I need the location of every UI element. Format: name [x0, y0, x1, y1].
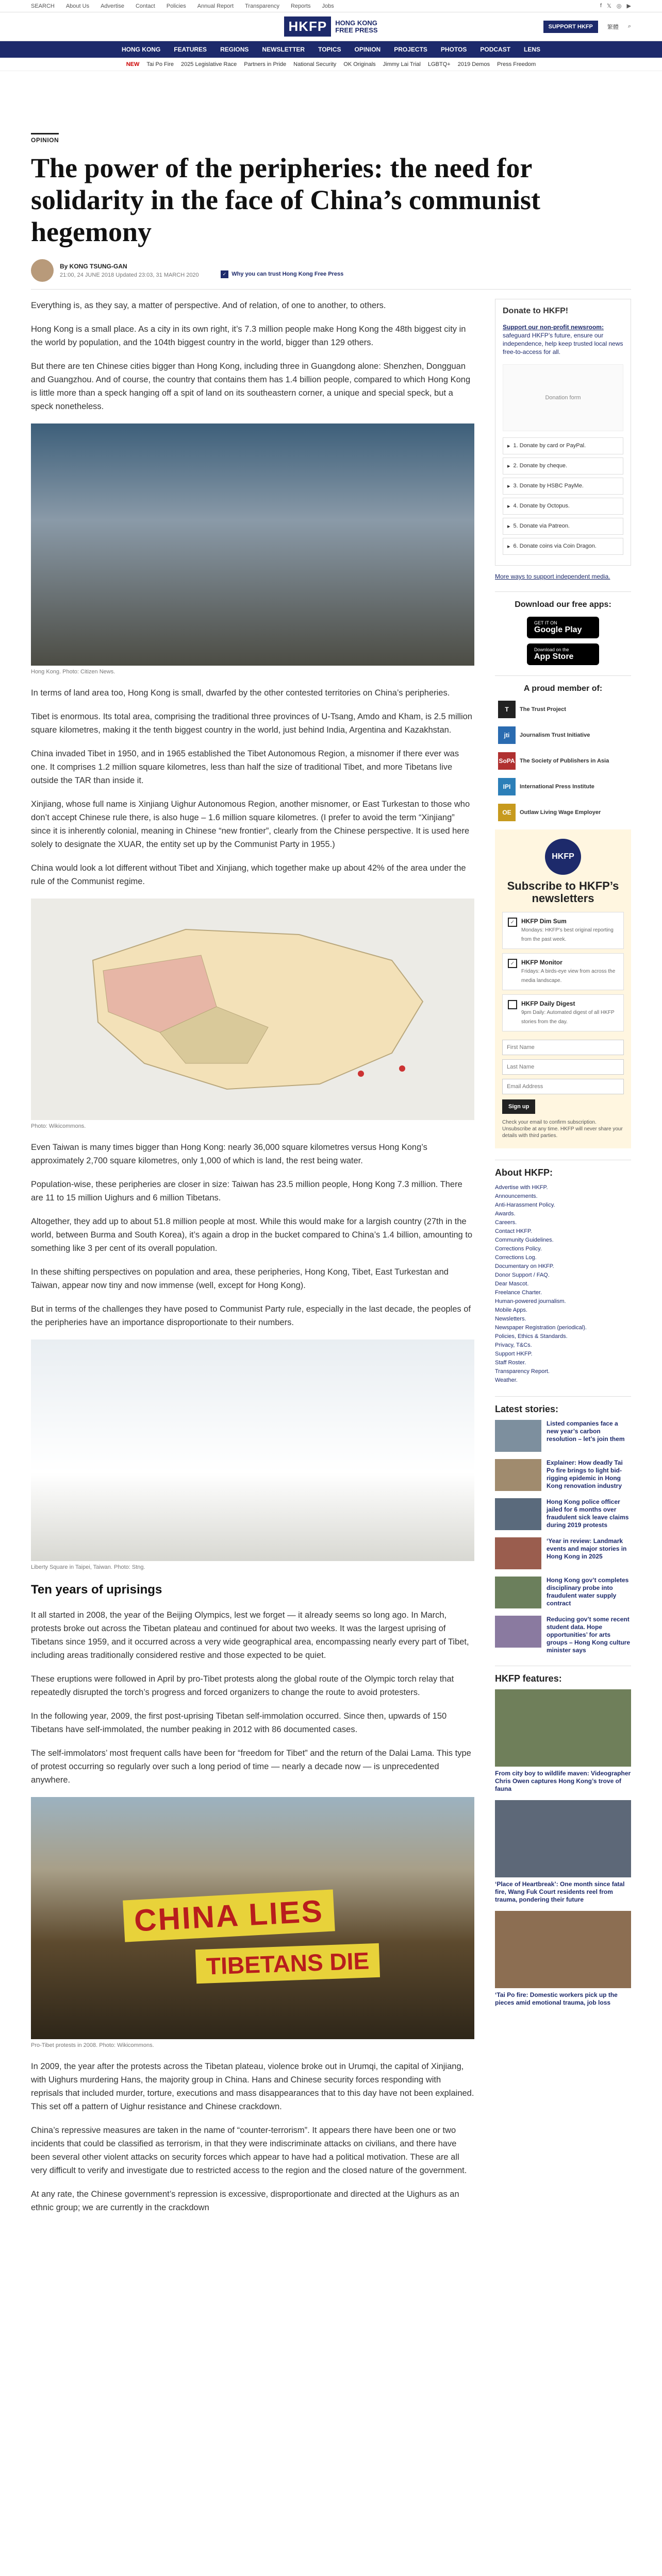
story-thumbnail[interactable] [495, 1577, 541, 1608]
about-link[interactable]: Advertise with HKFP. [495, 1184, 548, 1191]
trending-link[interactable]: Partners in Pride [244, 61, 287, 67]
image-caption: Hong Kong. Photo: Citizen News. [31, 669, 115, 675]
jobs-link[interactable]: Jobs [322, 3, 334, 9]
paragraph: It all started in 2008, the year of the Beijing Olympics, lest we forget — it already seems so long ago. In March, protests broke out across the Tibetan plateau and continued for about two weeks. It was the largest uprising of Tibetans since 1959, and it occurred across a very wide geographical area, encompassing nearly every part of Tibet, including areas traditionally considered restive and those expected to be quiet. [31, 1611, 469, 1660]
feature-image[interactable] [495, 1800, 631, 1877]
about-link[interactable]: Newsletters. [495, 1316, 526, 1322]
paragraph: At any rate, the Chinese government’s repression is excessive, disproportionate and directed at the Uighurs as an ethnic group; we are currently in the crackdown [31, 2190, 459, 2212]
sopa-logo: SoPA [498, 752, 516, 770]
chevron-right-icon: ▸ [507, 463, 510, 469]
paragraph: Everything is, as they say, a matter of perspective. And of relation, of one to another, to others. [31, 301, 386, 310]
story-thumbnail[interactable] [495, 1616, 541, 1648]
story-item[interactable] [495, 1420, 631, 1452]
trust-project-logo: T [498, 701, 516, 718]
masthead [0, 12, 662, 41]
google-play-button[interactable]: GET IT ON Google Play [527, 617, 599, 638]
about-link[interactable]: Policies, Ethics & Standards. [495, 1333, 568, 1340]
about-link[interactable]: Documentary on HKFP. [495, 1263, 554, 1269]
search-link[interactable]: SEARCH [31, 3, 55, 9]
jti-logo: jti [498, 726, 516, 744]
about-link[interactable]: Careers. [495, 1219, 517, 1226]
social-icons [600, 3, 631, 9]
latest-stories [495, 1396, 631, 1654]
paragraph: In 2009, the year after the protests across the Tibetan plateau, violence broke out in Urumqi, the capital of Xinjiang, with Uighurs murdering Hans, the majority group in China. Hans and Chinese security forces responding with reprisals that included murder, torture, executions and mass disappearances that to this day have not been explained. This set off a pattern of Uighur resistance and Chinese crackdown. [31, 2062, 474, 2111]
checkbox[interactable]: ✓ [508, 959, 517, 968]
protest-banner: CHINA LIES [123, 1889, 335, 1942]
paragraph: These eruptions were followed in April by pro-Tibet protests along the global route of the Olympic torch relay that repeatedly disrupted the torch’s progress and forced organizers to change the route to avoid protesters. [31, 1674, 454, 1697]
hkfp-badge: HKFP [545, 839, 581, 875]
about-link[interactable]: Awards. [495, 1211, 516, 1217]
liberty-square-photo [31, 1340, 474, 1561]
nav-projects[interactable]: PROJECTS [394, 46, 427, 53]
policies-link[interactable]: Policies [166, 3, 186, 9]
member-list [495, 701, 631, 821]
about-link[interactable]: Announcements. [495, 1193, 538, 1199]
reports-link[interactable]: Reports [290, 3, 311, 9]
story-title[interactable]: Reducing gov’t some recent student data. Hope opportunities’ for arts groups – Hong Kong culture minister says [547, 1616, 630, 1654]
article-kicker[interactable]: OPINION [31, 133, 59, 144]
story-title[interactable]: Hong Kong gov’t completes disciplinary probe into fraudulent water supply contract [547, 1577, 629, 1607]
story-item[interactable] [495, 1616, 631, 1654]
paragraph: The self-immolators’ most frequent calls have been for “freedom for Tibet” and the return of the Dalai Lama. This type of protest occurring so regularly over such a long period of time — nearly a decade now — is unprecedented anywhere. [31, 1749, 471, 1785]
about-link[interactable]: Support HKFP. [495, 1351, 533, 1357]
language-link[interactable]: 繁體 [607, 24, 619, 30]
story-title[interactable]: Listed companies face a new year’s carbon resolution – let’s join them [547, 1420, 625, 1443]
trending-link[interactable]: OK Originals [343, 61, 376, 67]
story-item[interactable] [495, 1459, 631, 1491]
story-thumbnail[interactable] [495, 1459, 541, 1491]
trust-label: Why you can trust Hong Kong Free Press [231, 271, 344, 277]
feature-image[interactable] [495, 1689, 631, 1767]
about-link[interactable]: Human-powered journalism. [495, 1298, 566, 1304]
chevron-right-icon: ▸ [507, 483, 510, 489]
apps-title: Download our free apps: [495, 591, 631, 609]
logo-mark: HKFP [284, 16, 331, 37]
paragraph: In the following year, 2009, the first post-uprising Tibetan self-immolation occurred. Since then, upwards of 150 Tibetans have self-immolated, the number peaking in 2012 with 86 documented cases. [31, 1711, 447, 1734]
features-section [495, 1666, 631, 2007]
paragraph: Population-wise, these peripheries are closer in size: Taiwan has 23.5 million people, Hong Kong 7.3 million. There are 11 to 15 million Uighurs and 6 million Tibetans. [31, 1180, 462, 1202]
nav-features[interactable]: FEATURES [174, 46, 207, 53]
member-ipi[interactable]: IPI International Press Institute [498, 778, 628, 795]
trending-link[interactable]: 2025 Legislative Race [180, 61, 237, 67]
logo-text: HONG KONG FREE PRESS [335, 19, 378, 34]
main-nav [0, 41, 662, 58]
trending-bar [0, 58, 662, 71]
story-title[interactable]: Hong Kong police officer jailed for 6 months over fraudulent sick leave claims during 2019 protests [547, 1498, 629, 1529]
nav-lens[interactable]: LENS [524, 46, 541, 53]
first-name-input[interactable] [502, 1040, 624, 1055]
instagram-icon[interactable]: ◎ [616, 3, 622, 9]
about-link[interactable]: Transparency Report. [495, 1368, 550, 1375]
donate-box [495, 299, 631, 566]
paragraph: Xinjiang, whose full name is Xinjiang Uighur Autonomous Region, another misnomer, or East Turkestan to those who don’t accept Chinese rule there, is also huge – 1.6 million square kilometres. (I prefer to avoid the term “Xinjiang” since it is inherently colonial, meaning in Chinese “new frontier”, clearly from the Chinese perspective. It is used here solely to designate the XUAR, the entity set up by the Communist Party in 1955.) [31, 800, 470, 849]
story-item[interactable] [495, 1498, 631, 1530]
transparency-link[interactable]: Transparency [245, 3, 279, 9]
sidebar [495, 299, 631, 2225]
about-link[interactable]: About Us [65, 3, 90, 9]
signup-button[interactable]: Sign up [502, 1099, 535, 1114]
member-jti[interactable]: jti Journalism Trust Initiative [498, 726, 628, 744]
story-title[interactable]: ‘Year in review: Landmark events and major stories in Hong Kong in 2025 [547, 1537, 627, 1560]
site-logo[interactable] [284, 16, 377, 37]
donate-option[interactable]: ▸ 5. Donate via Patreon. [503, 518, 623, 535]
nav-regions[interactable]: REGIONS [220, 46, 249, 53]
feature-list [495, 1689, 631, 2007]
section-heading: Ten years of uprisings [31, 1583, 162, 1597]
app-store-button[interactable]: Download on the App Store [527, 643, 599, 665]
feature-title[interactable]: ‘Tai Po fire: Domestic workers pick up the pieces amid emotional trauma, job loss [495, 1991, 618, 2006]
annual-report-link[interactable]: Annual Report [197, 3, 234, 9]
nav-photos[interactable]: PHOTOS [440, 46, 467, 53]
feature-image[interactable] [495, 1911, 631, 1988]
member-title: A proud member of: [495, 675, 631, 693]
advertise-link[interactable]: Advertise [101, 3, 124, 9]
about-title: About HKFP: [495, 1160, 631, 1178]
content-columns [31, 299, 631, 2225]
chevron-right-icon: ▸ [507, 544, 510, 550]
checkbox[interactable] [508, 1000, 517, 1009]
nav-topics[interactable]: TOPICS [318, 46, 341, 53]
newsletter-option[interactable]: ✓ HKFP Monitor Fridays: A birds-eye view from across the media landscape. [502, 953, 624, 990]
about-link-list [495, 1183, 631, 1385]
nav-newsletter[interactable]: NEWSLETTER [262, 46, 305, 53]
china-map-image [31, 899, 474, 1120]
paragraph: China invaded Tibet in 1950, and in 1965 established the Tibet Autonomous Region, a misnomer if there ever was one. It comprises 1.2 million square kilometres, less than half the size of traditional Tibet, and more Tibetans live outside the TAR than inside it. [31, 749, 459, 785]
last-name-input[interactable] [502, 1059, 624, 1075]
contact-link[interactable]: Contact [135, 3, 155, 9]
more-ways-link[interactable]: More ways to support independent media. [495, 573, 610, 580]
new-label: NEW [126, 61, 140, 67]
about-link[interactable]: Contact HKFP. [495, 1228, 532, 1234]
story-thumbnail[interactable] [495, 1498, 541, 1530]
trending-link[interactable]: Jimmy Lai Trial [383, 61, 421, 67]
trending-link[interactable]: LGBTQ+ [428, 61, 451, 67]
story-item[interactable] [495, 1537, 631, 1569]
story-item[interactable] [495, 1577, 631, 1608]
paragraph: China would look a lot different without Tibet and Xinjiang, which together make up about 42% of the area under the rule of the Communist regime. [31, 863, 466, 886]
donate-option[interactable]: ▸ 3. Donate by HSBC PayMe. [503, 478, 623, 495]
member-sopa[interactable]: SoPA The Society of Publishers in Asia [498, 752, 628, 770]
checkbox[interactable]: ✓ [508, 918, 517, 927]
latest-story-list [495, 1420, 631, 1654]
about-link[interactable]: Corrections Policy. [495, 1246, 542, 1252]
donate-option[interactable]: ▸ 6. Donate coins via Coin Dragon. [503, 538, 623, 555]
facebook-icon[interactable]: f [600, 3, 602, 9]
about-link[interactable]: Dear Mascot. [495, 1281, 529, 1287]
feature-title[interactable]: ‘Place of Heartbreak’: One month since fatal fire, Wang Fuk Court residents reel from trauma, pondering their future [495, 1880, 625, 1903]
donate-option[interactable]: ▸ 1. Donate by card or PayPal. [503, 437, 623, 454]
email-input[interactable] [502, 1079, 624, 1094]
image-caption: Pro-Tibet protests in 2008. Photo: Wikicommons. [31, 2042, 154, 2048]
award-icon: ✓ [221, 270, 229, 278]
article-title: The power of the peripheries: the need for solidarity in the face of China’s communist hegemony [31, 152, 540, 247]
paragraph: In these shifting perspectives on population and area, these peripheries, Hong Kong, Tibet, East Turkestan and Taiwan, appear now tiny and now immense (well, except for Hong Kong). [31, 1267, 449, 1290]
member-living-wage[interactable]: OE Outlaw Living Wage Employer [498, 804, 628, 821]
newsletter-option[interactable]: HKFP Daily Digest 9pm Daily: Automated digest of all HKFP stories from the day. [502, 994, 624, 1031]
trending-link[interactable]: Press Freedom [497, 61, 536, 67]
youtube-icon[interactable]: ▶ [626, 3, 631, 9]
trending-link[interactable]: National Security [293, 61, 337, 67]
donate-option[interactable]: ▸ 4. Donate by Octopus. [503, 498, 623, 515]
nav-opinion[interactable]: OPINION [354, 46, 381, 53]
story-thumbnail[interactable] [495, 1537, 541, 1569]
image-caption: Liberty Square in Taipei, Taiwan. Photo: Stng. [31, 1564, 145, 1570]
donate-option[interactable]: ▸ 2. Donate by cheque. [503, 457, 623, 474]
paragraph: China’s repressive measures are taken in the name of “counter-terrorism”. It appears there have been one or two incidents that could be classified as terrorism, in that they were indiscriminate attacks on civilians, and there have been several other violent attacks on security forces which appear to have had a political motivation. These are all very difficult to verify and investigate due to restricted access to the region and the closed nature of the government. [31, 2126, 467, 2175]
trust-link[interactable] [221, 270, 344, 278]
chevron-right-icon: ▸ [507, 443, 510, 449]
member-trust-project[interactable]: T The Trust Project [498, 701, 628, 718]
author-name[interactable]: By KONG TSUNG-GAN [60, 263, 127, 270]
about-link[interactable]: Community Guidelines. [495, 1237, 554, 1243]
story-title[interactable]: Explainer: How deadly Tai Po fire brings to light bid-rigging epidemic in Hong Kong renovation industry [547, 1459, 623, 1489]
donate-intro: Support our non-profit newsroom: safeguard HKFP’s future, ensure our independence, help keep trusted local news free-to-access for all. [503, 324, 623, 355]
donate-intro-link[interactable]: Support our non-profit newsroom: [503, 324, 604, 331]
newsletter-box [495, 829, 631, 1148]
living-wage-logo: OE [498, 804, 516, 821]
nav-podcast[interactable]: PODCAST [480, 46, 511, 53]
trending-link[interactable]: Tai Po Fire [146, 61, 174, 67]
paragraph: In terms of land area too, Hong Kong is small, dwarfed by the other contested territories on China’s peripheries. [31, 688, 450, 698]
hong-kong-photo [31, 423, 474, 666]
search-icon[interactable]: ⌕ [627, 23, 632, 29]
nav-hong-kong[interactable]: HONG KONG [121, 46, 161, 53]
about-link[interactable]: Mobile Apps. [495, 1307, 527, 1313]
newsletter-fine-print: Check your email to confirm subscription. Unsubscribe at any time. HKFP will never share your details with third parties. [502, 1120, 623, 1139]
paragraph: But in terms of the challenges they have posed to Communist Party rule, especially in the last decade, the peoples of the peripheries have an importance disproportionate to their numbers. [31, 1304, 471, 1327]
chevron-right-icon: ▸ [507, 503, 510, 510]
paragraph: Tibet is enormous. Its total area, comprising the traditional three provinces of U-Tsang, Amdo and Kham, is 2.5 million square kilometres, making it the tenth biggest country in the world, just behind India, Argentina and Kazakhstan. [31, 712, 472, 735]
paragraph: But there are ten Chinese cities bigger than Hong Kong, including three in Guangdong alone: Shenzhen, Dongguan and Guangzhou. And of course, the country that contains them has 1.4 billion people, compared to which Hong Kong is little more than a speck hanging off a spit of land on its southeastern corner, a unique and special speck, but a speck nonetheless. [31, 362, 471, 411]
about-link[interactable]: Freelance Charter. [495, 1290, 542, 1296]
pro-tibet-protest-photo [31, 1797, 474, 2039]
about-link[interactable]: Staff Roster. [495, 1360, 526, 1366]
about-link[interactable]: Donor Support / FAQ. [495, 1272, 550, 1278]
about-link[interactable]: Weather. [495, 1377, 518, 1383]
paragraph: Altogether, they add up to about 51.8 million people at most. While this would make for a largish country (27th in the world, between Burma and South Korea), it’s again a drop in the bucket compared to China’s 1.4 billion, amounting to something like 3 per cent of its overall population. [31, 1217, 473, 1253]
support-button[interactable]: SUPPORT HKFP [543, 21, 598, 33]
latest-title: Latest stories: [495, 1396, 631, 1415]
ipi-logo: IPI [498, 778, 516, 795]
donate-title: Donate to HKFP! [503, 307, 569, 315]
paragraph: Hong Kong is a small place. As a city in its own right, it’s 7.3 million people make Hong Kong the 48th biggest city in the world by population, and the 104th biggest country in the world, bigger than 129 others. [31, 325, 466, 347]
about-link[interactable]: Newspaper Registration (periodical). [495, 1325, 587, 1331]
author-avatar[interactable] [31, 259, 54, 282]
trending-link[interactable]: 2019 Demos [457, 61, 490, 67]
newsletter-title: Subscribe to HKFP’s newsletters [507, 879, 619, 905]
feature-title[interactable]: From city boy to wildlife maven: Videographer Chris Owen captures Hong Kong’s trove of fauna [495, 1770, 631, 1792]
about-section [495, 1160, 631, 1385]
donation-form[interactable]: Donation form [503, 364, 623, 431]
features-title: HKFP features: [495, 1666, 631, 1684]
map-illustration [31, 899, 474, 1120]
masthead-right [378, 21, 631, 33]
protest-banner: TIBETANS DIE [195, 1943, 380, 1984]
article-dates: 21:00, 24 JUNE 2018 Updated 23:03, 31 MARCH 2020 [60, 272, 199, 278]
about-link[interactable]: Privacy, T&Cs. [495, 1342, 532, 1348]
about-link[interactable]: Anti-Harassment Policy. [495, 1202, 555, 1208]
about-link[interactable]: Corrections Log. [495, 1255, 537, 1261]
story-thumbnail[interactable] [495, 1420, 541, 1452]
byline [31, 259, 631, 290]
top-utility-bar [0, 0, 662, 12]
newsletter-option[interactable]: ✓ HKFP Dim Sum Mondays: HKFP’s best original reporting from the past week. [502, 912, 624, 949]
article-body [31, 299, 474, 2225]
twitter-icon[interactable]: 𝕏 [607, 3, 611, 9]
image-caption: Photo: Wikicommons. [31, 1123, 86, 1129]
article-wrap [0, 71, 662, 2225]
chevron-right-icon: ▸ [507, 523, 510, 530]
paragraph: Even Taiwan is many times bigger than Hong Kong: nearly 36,000 square kilometres versus Hong Kong’s approximately 2,700 square kilometres, only 1,000 of which is land, the rest being water. [31, 1143, 427, 1165]
